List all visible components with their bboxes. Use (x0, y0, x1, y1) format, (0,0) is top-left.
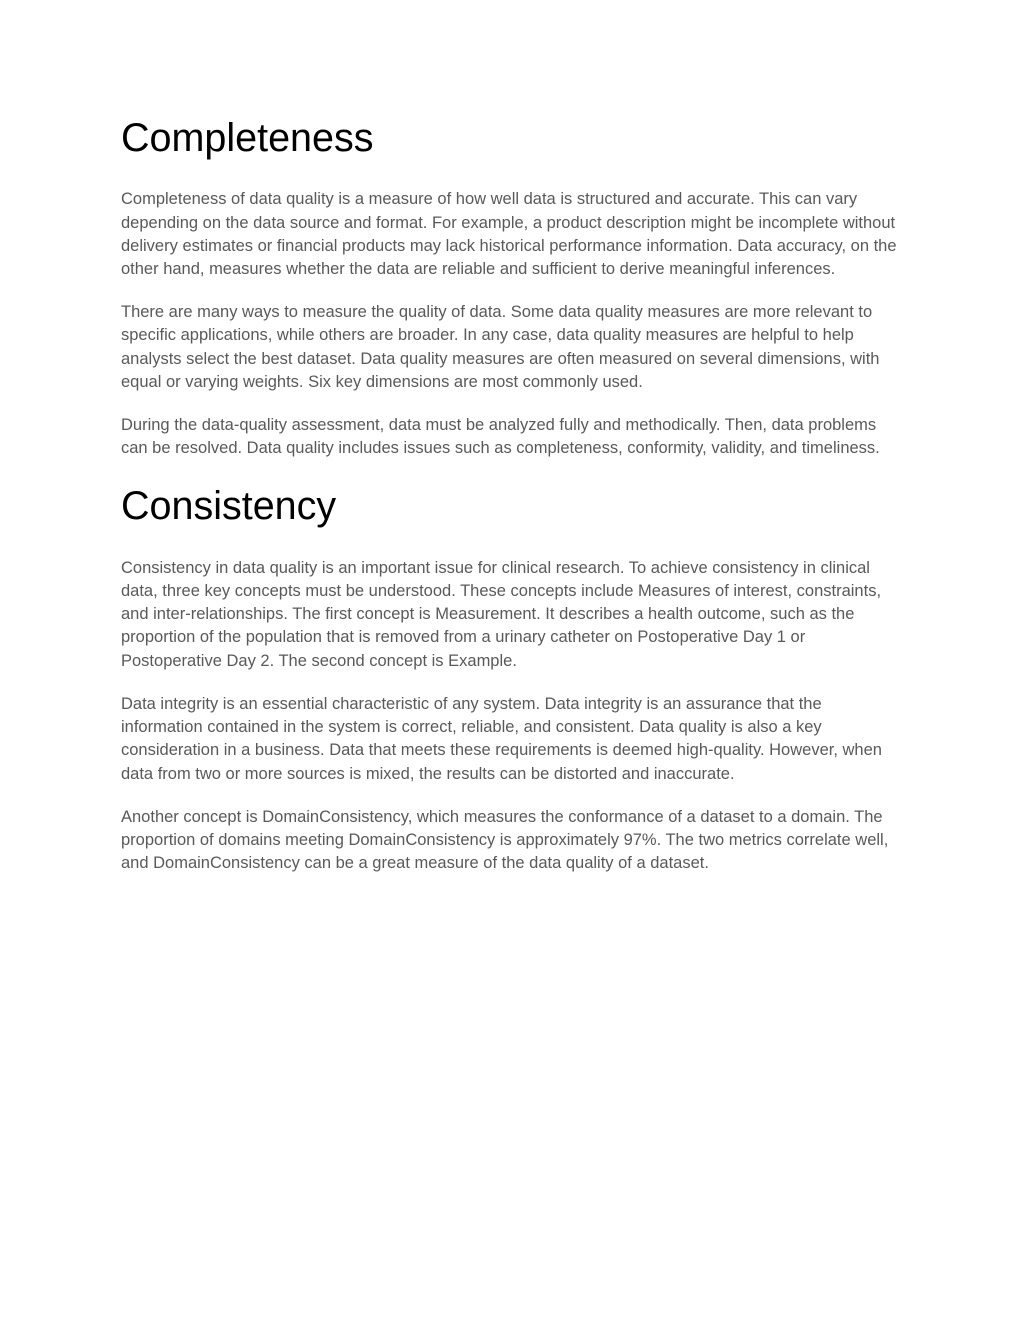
body-paragraph: Another concept is DomainConsistency, which measures the conformance of a dataset to a domain. The proportion of domains meeting DomainConsistency is approximately 97%. The two metrics correlate well, and DomainConsistency can be a great measure of the data quality of a dataset. (121, 807, 889, 873)
section-heading: Completeness (121, 116, 374, 160)
body-paragraph: Completeness of data quality is a measure of how well data is structured and accurate. This can vary depending on the data source and format. For example, a product description might be incomplete without delivery estimates or financial products may lack historical performance information. Data accuracy, on the other hand, measures whether the data are reliable and sufficient to derive meaningful inferences. (121, 190, 897, 279)
body-paragraph: Consistency in data quality is an important issue for clinical research. To achieve consistency in clinical data, three key concepts must be understood. These concepts include Measures of interest, constraints, and inter-relationships. The first concept is Measurement. It describes a health outcome, such as the proportion of the population that is removed from a urinary catheter on Postoperative Day 1 or Postoperative Day 2. The second concept is Example. (121, 558, 882, 670)
section-completeness (121, 116, 907, 460)
body-paragraph: There are many ways to measure the quality of data. Some data quality measures are more relevant to specific applications, while others are broader. In any case, data quality measures are helpful to help analysts select the best dataset. Data quality measures are often measured on several dimensions, with equal or varying weights. Six key dimensions are most commonly used. (121, 303, 880, 391)
body-paragraph: During the data-quality assessment, data must be analyzed fully and methodically. Then, data problems can be resolved. Data quality includes issues such as completeness, conformity, validity, and timeliness. (121, 416, 880, 458)
section-heading: Consistency (121, 484, 337, 529)
body-paragraph: Data integrity is an essential characteristic of any system. Data integrity is an assurance that the information contained in the system is correct, reliable, and consistent. Data quality is also a key consideration in a business. Data that meets these requirements is deemed high-quality. However, when data from two or more sources is mixed, the results can be distorted and inaccurate. (121, 694, 882, 783)
section-consistency (121, 484, 907, 875)
document-page (121, 116, 907, 875)
